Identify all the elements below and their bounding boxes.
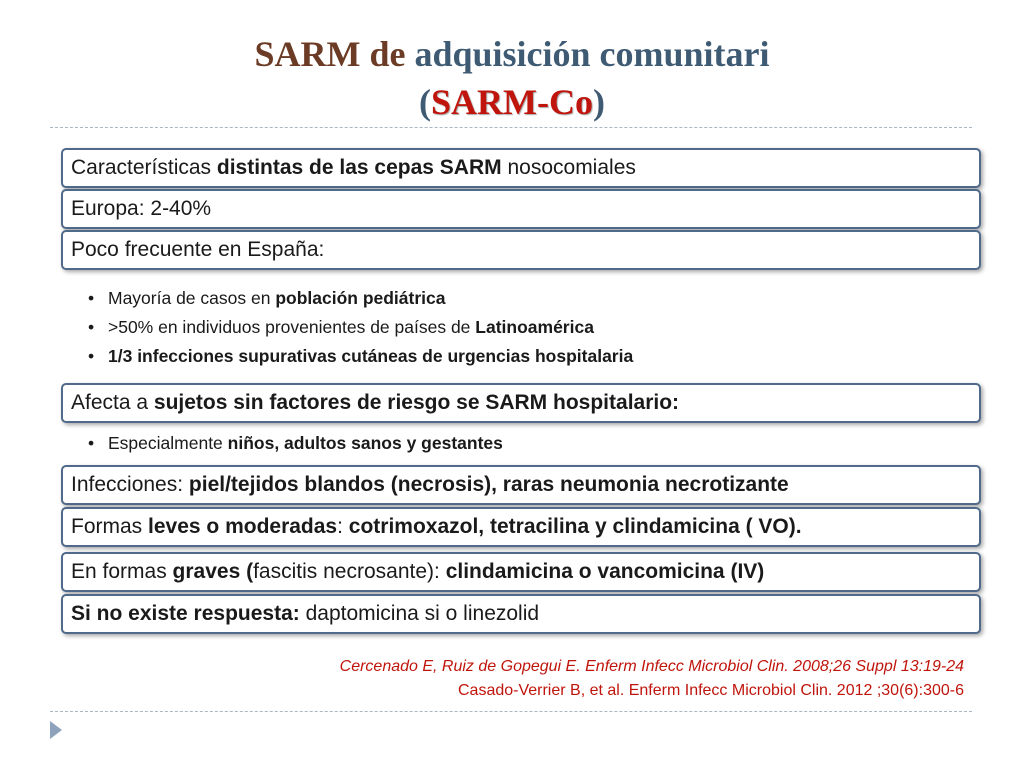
bullet1-text-b: población pediátrica: [275, 288, 446, 308]
bullet-dot: •: [88, 433, 95, 453]
row-infecciones: [61, 465, 981, 505]
play-arrow-icon: [50, 721, 62, 739]
row7-text-d: ):: [427, 560, 446, 583]
bullet3-text: 1/3 infecciones supurativas cutáneas de urgencias hospitalaria: [108, 346, 634, 366]
row2-text: Europa: 2-40%: [71, 197, 212, 220]
row7-text-c: fascitis necrosante: [253, 560, 428, 583]
slide-title-line2: [0, 80, 1024, 124]
row1-text-a: Características: [71, 156, 217, 179]
title-paren-open: (: [419, 82, 431, 122]
row3-text: Poco frecuente en España:: [71, 238, 325, 261]
row-europa: [61, 189, 981, 229]
row6-text-d: cotrimoxazol, tetracilina y clindamicina ( VO).: [348, 515, 802, 538]
row1-text-b: distintas de las cepas SARM: [216, 156, 502, 179]
row5-text-b: piel/tejidos blandos (necrosis), raras neumonia necrotizante: [188, 473, 789, 496]
row6-text-b: leves o moderadas: [148, 515, 338, 538]
bottom-divider: [50, 711, 972, 712]
bullet-especialmente: [88, 432, 503, 454]
bullet-dot: •: [88, 317, 95, 337]
title-part1: SARM de: [254, 34, 415, 74]
title-part2: adquisición comunitari: [414, 34, 770, 74]
title-paren-close: ): [592, 82, 605, 122]
row-formas-graves: [61, 552, 981, 592]
reference-cercenado: Cercenado E, Ruiz de Gopegui E. Enferm Infecc Microbiol Clin. 2008;26 Suppl 13:19-24: [339, 658, 964, 675]
row7-text-b: graves (: [172, 560, 254, 583]
row7-text-e: clindamicina o vancomicina (IV): [445, 560, 765, 583]
row6-text-c: :: [337, 515, 349, 538]
row4-text-c: hospitalario:: [547, 391, 680, 414]
bullet1-text-a: Mayoría de casos en: [108, 288, 276, 308]
bullet-dot: •: [88, 346, 95, 366]
row-afecta: [61, 383, 981, 423]
row6-text-a: Formas: [71, 515, 149, 538]
top-divider: [50, 127, 972, 128]
bullet-latinoamerica: [88, 316, 594, 338]
row8-text-b: daptomicina si o linezolid: [299, 602, 540, 625]
bullet2-text-b: Latinoamérica: [475, 317, 594, 337]
row1-text-c: nosocomiales: [501, 156, 636, 179]
bullet2-text-a: >50% en individuos provenientes de países de: [108, 317, 476, 337]
row5-text-a: Infecciones:: [71, 473, 189, 496]
bullet-dot: •: [88, 288, 95, 308]
row4-text-b: sujetos sin factores de riesgo se SARM: [153, 391, 548, 414]
row-formas-leves: [61, 507, 981, 547]
slide-title-line1: [0, 32, 1024, 76]
row-caracteristicas: [61, 148, 981, 188]
bullet4-text-b: niños, adultos sanos y gestantes: [227, 433, 503, 453]
row-sin-respuesta: [61, 594, 981, 634]
bullet-pediatrica: [88, 287, 446, 309]
bullet4-text-a: Especialmente: [108, 433, 228, 453]
bullet-urgencias: [88, 345, 633, 367]
row8-text-a: Si no existe respuesta:: [71, 602, 300, 625]
row4-text-a: Afecta a: [71, 391, 154, 414]
reference-casado: Casado-Verrier B, et al. Enferm Infecc Microbiol Clin. 2012 ;30(6):300-6: [457, 682, 964, 699]
row7-text-a: En formas: [71, 560, 173, 583]
title-acronym: SARM-Co: [431, 82, 593, 122]
row-espana: [61, 230, 981, 270]
